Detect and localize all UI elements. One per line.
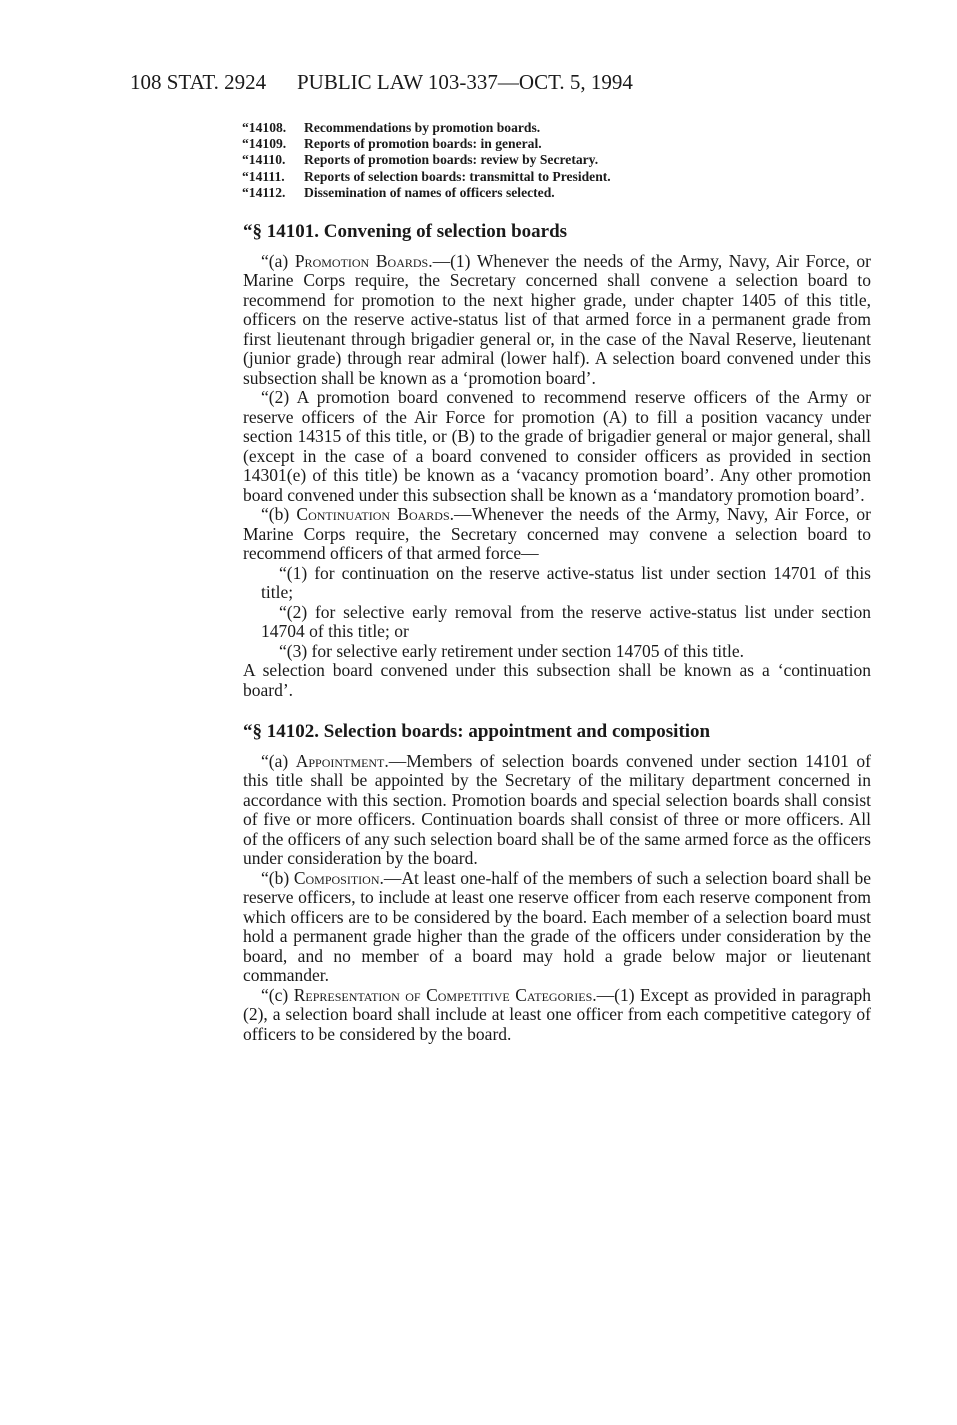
subsection-caption: Representation of Competitive Categories. [293, 984, 597, 1005]
subsection-c-representation: “(c) Representation of Competitive Categories.—(1) Except as provided in paragraph (2), a selection board shall include at least one officer from each competitive category of officers to be considered by the board. [243, 984, 871, 1044]
table-of-sections [242, 120, 862, 201]
subsection-caption: Continuation Boards. [296, 504, 455, 524]
paragraph-a2: “(2) A promotion board convened to recommend reserve officers of the Army or reserve officers of the Air Force for promotion (A) to fill a position vacancy under section 14315 of this title, or (B) to the grade of brigadier general or major general, shall (except in the case of a board convened to consider officers as provided in section 14301(e) of this title) be known as a ‘vacancy promotion board’. Any other promotion board convened under this subsection shall be known as a ‘mandatory promotion board’. [243, 387, 871, 505]
toc-item: “14109. Reports of promotion boards: in general. [242, 136, 542, 152]
paragraph-b1: “(1) for continuation on the reserve active-status list under section 14701 of this title; [261, 562, 871, 602]
toc-item: “14111. Reports of selection boards: transmittal to President. [242, 168, 611, 184]
subsection-b-composition: “(b) Composition.—At least one-half of the members of such a selection board shall be reserve officers, to include at least one reserve officer from each reserve component from which officers are to be considered by the board. Each member of a selection board must hold a permanent grade higher than the grade of the officers under consideration by the board, and no member of a board may hold a grade below major or lieutenant commander. [243, 867, 871, 985]
subsection-b-continuation-boards: “(b) Continuation Boards.—Whenever the needs of the Army, Navy, Air Force, or Marine Corps require, the Secretary concerned may convene a selection board to recommend officers of that armed force— [243, 504, 871, 563]
paragraph-b3: “(3) for selective early retirement under section 14705 of this title. [279, 640, 745, 661]
section-14101-heading: “§ 14101. Convening of selection boards [243, 221, 568, 242]
statute-page-citation: 108 STAT. 2924 [130, 70, 267, 94]
subsection-a-promotion-boards: “(a) Promotion Boards.—(1) Whenever the needs of the Army, Navy, Air Force, or Marine Corps require, the Secretary concerned shall convene a selection board to recommend for promotion to the next higher grade, under chapter 1405 of this title, officers on the reserve active-status list of that armed force in a permanent grade from first lieutenant through brigadier general or, in the case of the Naval Reserve, lieutenant (junior grade) through rear admiral (lower half). A selection board convened under this subsection shall be known as a ‘promotion board’. [243, 250, 871, 388]
subsection-caption: Appointment. [295, 750, 389, 771]
public-law-title: PUBLIC LAW 103-337—OCT. 5, 1994 [297, 70, 633, 94]
section-14102-heading: “§ 14102. Selection boards: appointment and composition [243, 721, 711, 742]
subsection-a-appointment: “(a) Appointment.—Members of selection boards convened under section 14101 of this title shall be appointed by the Secretary of the military department concerned in accordance with this section. Promotion boards and special selection boards shall consist of five or more officers. Continuation boards shall consist of three or more officers. All of the officers of any such selection board shall be of the same armed force as the officers under consideration by the board. [243, 750, 871, 868]
subsection-caption: Composition. [293, 867, 384, 888]
subsection-b-closing: A selection board convened under this subsection shall be known as a ‘continuation board’. [243, 660, 871, 700]
paragraph-b2: “(2) for selective early removal from the reserve active-status list under section 14704 of this title; or [261, 601, 871, 641]
page-header [130, 70, 830, 100]
statute-body [243, 214, 871, 1044]
toc-item: “14112. Dissemination of names of officers selected. [242, 184, 555, 200]
toc-item: “14108. Recommendations by promotion boards. [242, 120, 541, 135]
toc-item: “14110. Reports of promotion boards: review by Secretary. [242, 152, 599, 168]
subsection-caption: Promotion Boards. [294, 250, 433, 271]
